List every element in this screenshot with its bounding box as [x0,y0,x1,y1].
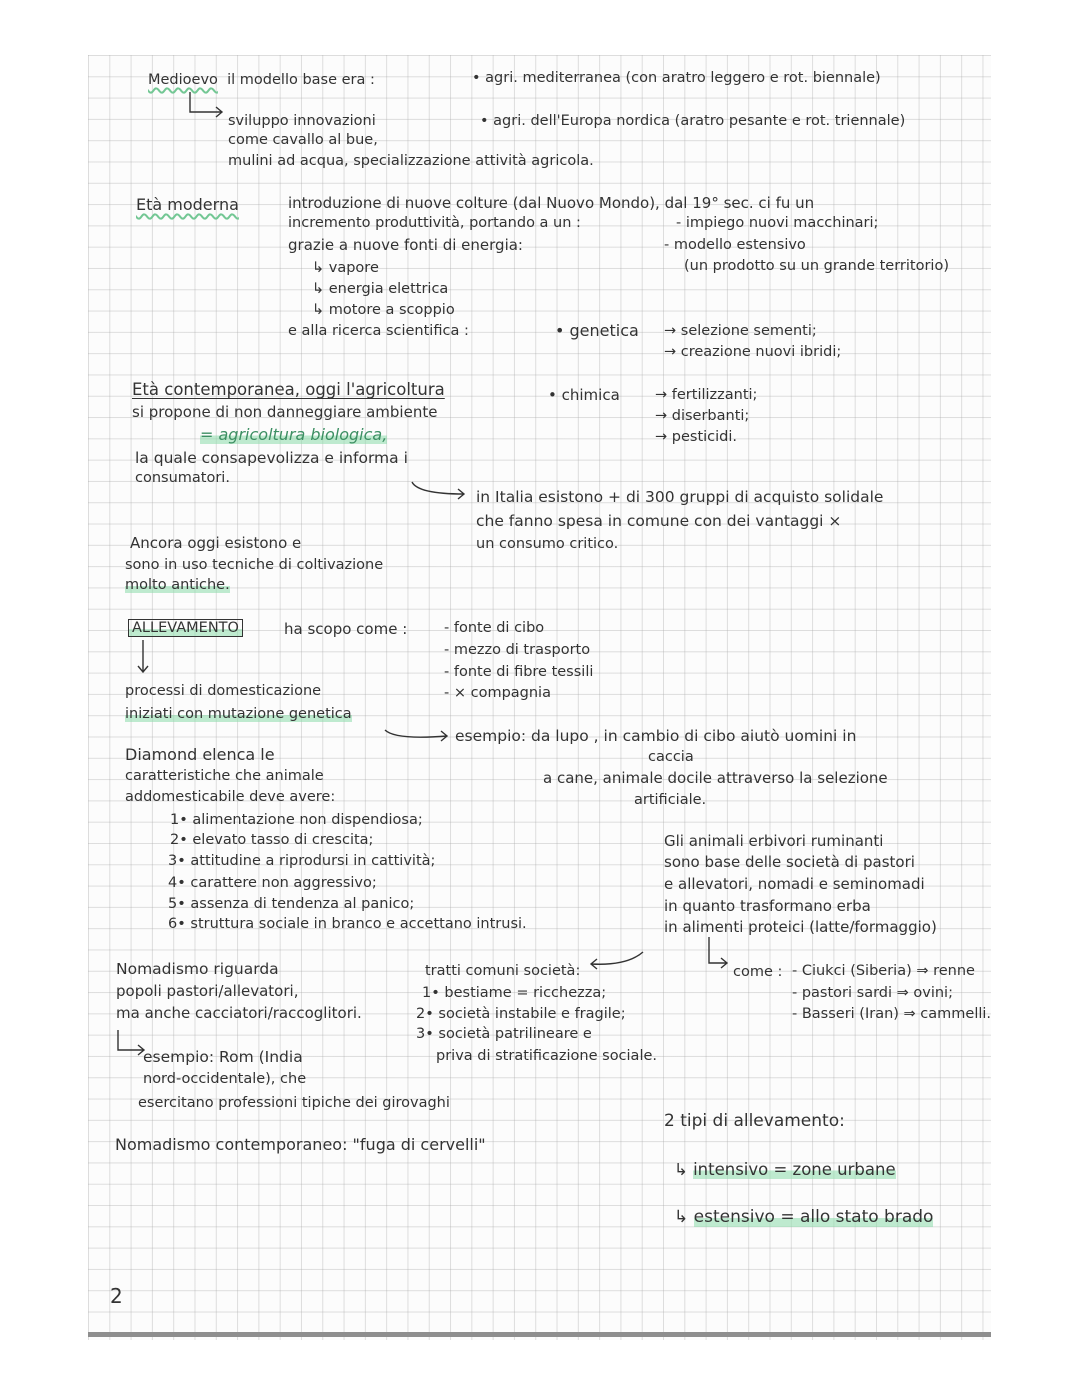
genetica-label: • genetica [555,321,639,340]
right-arrow-icon: → [664,323,681,339]
moderna-ricerca: e alla ricerca scientifica : [288,323,469,339]
erbivori-line-2: sono base delle società di pastori [664,853,915,871]
erbivori-line-3: e allevatori, nomadi e seminomadi [664,875,925,893]
esempio-line-3: a cane, animale docile attraverso la selezione [543,769,888,787]
nomadismo-contemporaneo: Nomadismo contemporaneo: "fuga di cervelli" [115,1135,486,1154]
estensivo: ↳ estensivo = allo stato brado [674,1207,934,1227]
sub-arrow-icon: ↳ [312,302,329,318]
energy-item-2: ↳ energia elettrica [312,281,449,297]
genetica-item-1: → selezione sementi; [664,323,817,339]
ancora-line-2: sono in uso tecniche di coltivazione [125,557,384,573]
contemporanea-line-4: la quale consapevolizza e informa i [135,449,408,467]
sub-arrow-icon: ↳ [312,281,329,297]
italia-line-2: che fanno spesa in comune con dei vantaggi × [476,512,842,530]
diamond-line-2: caratteristiche che animale [125,768,324,784]
caratteristica-3: 3• attitudine a riprodursi in cattività; [168,853,436,869]
medioevo-text: il modello base era : [227,72,375,88]
esempio-ciukci: - Ciukci (Siberia) ⇒ renne [792,963,975,979]
medioevo-sub-2: come cavallo al bue, [228,132,378,148]
chimica-item-2: → diserbanti; [655,408,750,424]
moderna-right-3: (un prodotto su un grande territorio) [684,258,949,274]
diamond-line-3: addomesticabile deve avere: [125,789,336,805]
medioevo-sub-3: mulini ad acqua, specializzazione attività agricola. [228,153,594,169]
curved-arrow-icon [383,722,453,746]
agricoltura-biologica: = agricoltura biologica, [200,425,388,444]
moderna-right-1: - impiego nuovi macchinari; [676,215,879,231]
energy-item-1: ↳ vapore [312,260,379,276]
curved-arrow-icon [705,937,731,971]
moderna-title: Età moderna [136,195,239,214]
chimica-label: • chimica [548,386,620,404]
esempio-line-2: caccia [648,749,694,765]
right-arrow-icon: → [655,429,672,445]
arrow-icon [186,92,226,122]
come-label: come : [733,964,783,980]
moderna-right-2: - modello estensivo [664,237,806,253]
esempio-line-1: esempio: da lupo , in cambio di cibo aiutò uomini in [455,727,857,745]
medioevo-sub-1: sviluppo innovazioni [228,113,376,129]
sub-arrow-icon: ↳ [312,260,329,276]
caratteristica-4: 4• carattere non aggressivo; [168,875,377,891]
genetica-item-2: → creazione nuovi ibridi; [664,344,842,360]
ancora-line-3: molto antiche. [125,577,230,593]
medioevo-title: Medioevo [148,72,218,88]
contemporanea-line-5: consumatori. [135,470,230,486]
nomadismo-line-1: Nomadismo riguarda [116,960,279,978]
esempio-sardi: - pastori sardi ⇒ ovini; [792,985,953,1001]
caratteristica-6: 6• struttura sociale in branco e accettano intrusi. [168,916,527,932]
intensivo: ↳ intensivo = zone urbane [674,1160,896,1179]
esempio-line-4: artificiale. [634,792,707,808]
left-arrow-icon [587,950,647,972]
right-arrow-icon: → [664,344,681,360]
processi-line-1: processi di domesticazione [125,683,322,699]
moderna-line-2: incremento produttività, portando a un : [288,215,581,231]
erbivori-line-1: Gli animali erbivori ruminanti [664,832,884,850]
chimica-item-3: → pesticidi. [655,429,738,445]
sub-arrow-icon: ↳ [674,1207,694,1227]
allevamento-scopo: ha scopo come : [284,620,408,638]
tratti-item-1: 1• bestiame = ricchezza; [422,985,607,1001]
allevamento-item-3: - fonte di fibre tessili [444,664,594,680]
caratteristica-5: 5• assenza di tendenza al panico; [168,896,415,912]
italia-line-3: un consumo critico. [476,536,619,552]
moderna-line-1: introduzione di nuove colture (dal Nuovo Mondo), dal 19° sec. ci fu un [288,194,815,212]
moderna-line-3: grazie a nuove fonti di energia: [288,236,523,254]
nomadismo-line-2: popoli pastori/allevatori, [116,982,299,1000]
chimica-item-1: → fertilizzanti; [655,387,758,403]
nomadismo-line-3: ma anche cacciatori/raccoglitori. [116,1004,362,1022]
contemporanea-line-1: Età contemporanea, oggi l'agricoltura [132,380,445,399]
tratti-title: tratti comuni società: [425,963,581,979]
curved-arrow-icon [410,480,470,504]
down-arrow-icon [135,640,151,676]
page-number: 2 [110,1284,123,1308]
right-arrow-icon: → [655,408,672,424]
allevamento-item-4: - × compagnia [444,685,551,701]
esempio-basseri: - Basseri (Iran) ⇒ cammelli. [792,1006,992,1022]
rom-line-3: esercitano professioni tipiche dei girovaghi [138,1095,450,1111]
medioevo-bullet-1: • agri. mediterranea (con aratro leggero e rot. biennale) [472,70,881,86]
rom-line-1: esempio: Rom (India [143,1048,303,1066]
diamond-line-1: Diamond elenca le [125,745,275,764]
caratteristica-2: 2• elevato tasso di crescita; [170,832,374,848]
page-edge [88,1332,991,1337]
ancora-line-1: Ancora oggi esistono e [130,534,302,552]
energy-item-3: ↳ motore a scoppio [312,302,455,318]
processi-line-2: iniziati con mutazione genetica [125,706,352,722]
tratti-item-4: priva di stratificazione sociale. [436,1048,658,1064]
tipi-allevamento: 2 tipi di allevamento: [664,1111,845,1131]
italia-line-1: in Italia esistono + di 300 gruppi di acquisto solidale [476,488,884,506]
allevamento-item-1: - fonte di cibo [444,620,545,636]
right-arrow-icon: → [655,387,672,403]
allevamento-item-2: - mezzo di trasporto [444,642,591,658]
caratteristica-1: 1• alimentazione non dispendiosa; [170,812,423,828]
medioevo-heading-row [148,71,375,90]
rom-line-2: nord-occidentale), che [143,1071,307,1087]
medioevo-bullet-2: • agri. dell'Europa nordica (aratro pesante e rot. triennale) [480,113,906,129]
tratti-item-2: 2• società instabile e fragile; [416,1006,626,1022]
sub-arrow-icon: ↳ [674,1160,694,1179]
tratti-item-3: 3• società patrilineare e [416,1026,592,1042]
contemporanea-line-2: si propone di non danneggiare ambiente [132,403,438,421]
erbivori-line-4: in quanto trasformano erba [664,897,871,915]
erbivori-line-5: in alimenti proteici (latte/formaggio) [664,918,937,936]
allevamento-title: ALLEVAMENTO [128,619,243,638]
